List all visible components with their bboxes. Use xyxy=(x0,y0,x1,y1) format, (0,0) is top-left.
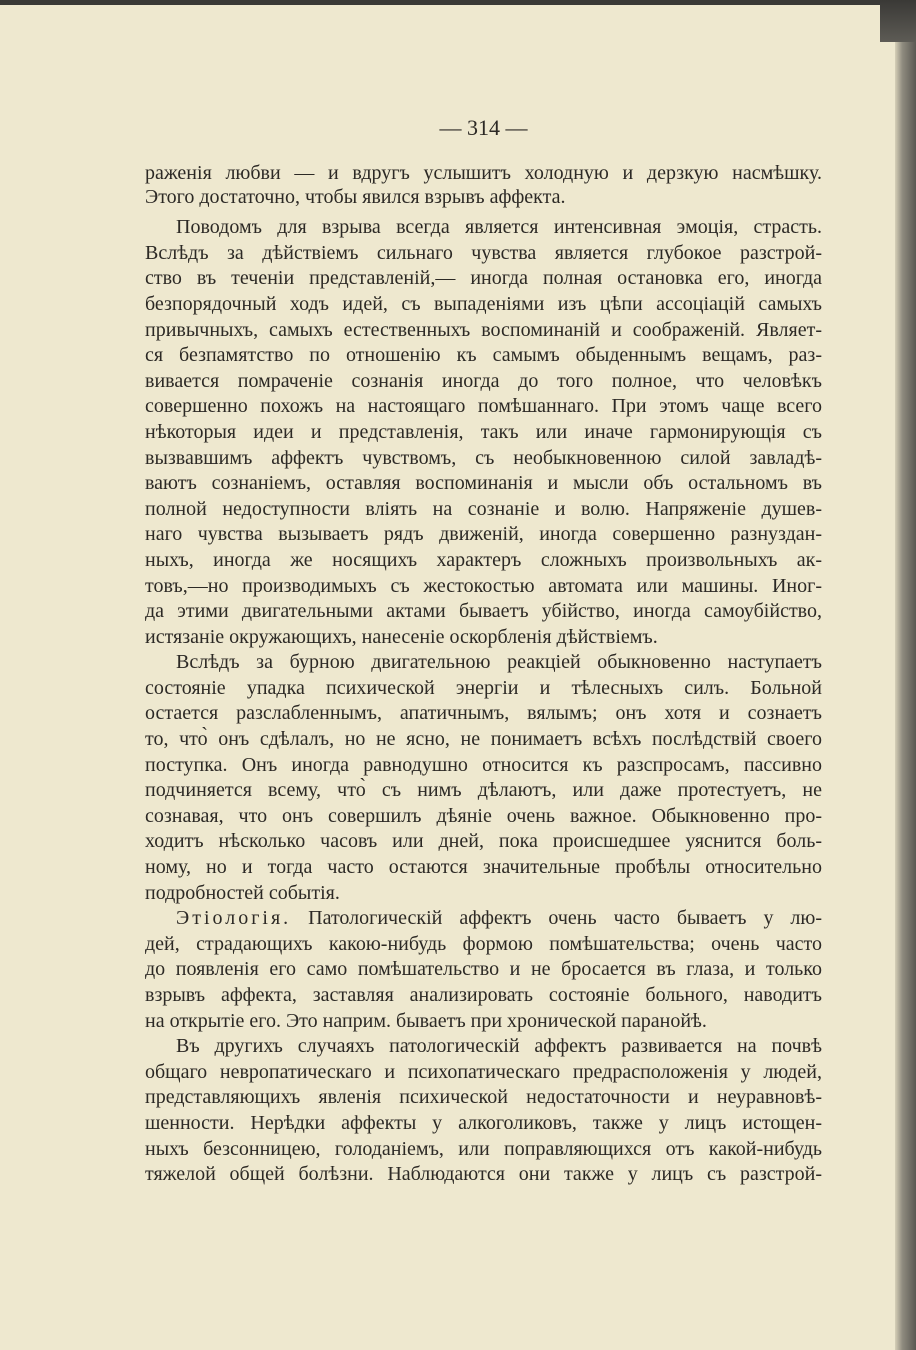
text-line: представляющихъ явленія психической недостаточности и неуравновѣ- xyxy=(145,1086,822,1109)
text-line: ныхъ безсонницею, голоданіемъ, или поправляющихся отъ какой-нибудь xyxy=(145,1137,822,1160)
text-line: вивается помраченіе сознанія иногда до того полное, что человѣкъ xyxy=(145,369,822,392)
paragraph-continuation xyxy=(145,162,822,209)
text-line: Вслѣдъ за бурною двигательною реакціей обыкновенно наступаетъ xyxy=(176,651,822,674)
text-line: шенности. Нерѣдки аффекты у алкоголиковъ, также у лицъ истощен- xyxy=(145,1111,822,1134)
text-line: на открытіе его. Это наприм. бываетъ при хронической паранойѣ. xyxy=(145,1009,707,1032)
scan-corner-shadow xyxy=(880,0,916,42)
text-line: ваютъ сознаніемъ, оставляя воспоминанія и мысли объ остальномъ въ xyxy=(145,472,822,495)
text-line: наго чувства вызываетъ рядъ движеній, иногда совершенно разнуздан- xyxy=(145,523,822,546)
section-heading: Этіологія. xyxy=(176,907,292,930)
scan-top-edge xyxy=(0,0,916,5)
scan-right-edge xyxy=(895,0,916,1350)
text-line: вызвавшимъ аффектъ чувствомъ, съ необыкновенною силой завладѣ- xyxy=(145,446,822,469)
text-line: сознавая, что онъ совершилъ дѣяніе очень важное. Обыкновенно про- xyxy=(145,804,822,827)
text-line: истязаніе окружающихъ, нанесеніе оскорбленія дѣйствіемъ. xyxy=(145,625,658,648)
text-line: товъ,—но производимыхъ съ жестокостью автомата или машины. Иног- xyxy=(145,574,822,597)
text-line xyxy=(145,906,822,932)
text-line: подчиняется всему, что̀ съ нимъ дѣлаютъ, или даже протестуетъ, не xyxy=(145,779,822,802)
text-line: Въ другихъ случаяхъ патологическій аффектъ развивается на почвѣ xyxy=(176,1035,822,1058)
text-line: Вслѣдъ за дѣйствіемъ сильнаго чувства является глубокое разстрой- xyxy=(145,241,822,264)
main-text xyxy=(145,215,822,1188)
text-line: полной недоступности вліять на сознаніе и волю. Напряженіе душев- xyxy=(145,497,822,520)
text-line: тяжелой общей болѣзни. Наблюдаются они также у лицъ съ разстрой- xyxy=(145,1163,822,1186)
text-line: безпорядочный ходъ идей, съ выпаденіями изъ цѣпи ассоціацій самыхъ xyxy=(145,292,822,315)
text-line-rest: Патологическій аффектъ очень часто бываетъ у лю- xyxy=(308,907,822,930)
text-line: то, что̀ онъ сдѣлалъ, но не ясно, не понимаетъ всѣхъ послѣдствій своего xyxy=(145,728,822,751)
text-line: состояніе упадка психической энергіи и тѣлесныхъ силъ. Больной xyxy=(145,676,822,699)
text-line: ходитъ нѣсколько часовъ или дней, пока происшедшее уяснится боль- xyxy=(145,830,822,853)
page-number: — 314 — xyxy=(439,115,528,140)
text-line: поступка. Онъ иногда равнодушно относится къ разспросамъ, пассивно xyxy=(145,753,822,776)
text-line: ся безпамятство по отношенію къ самымъ обыденнымъ вещамъ, раз- xyxy=(145,344,822,367)
paragraph xyxy=(145,215,822,650)
text-line: дей, страдающихъ какою-нибудь формою помѣшательства; очень часто xyxy=(145,932,822,955)
text-line: привычныхъ, самыхъ естественныхъ воспоминаній и соображеній. Являет- xyxy=(145,318,822,341)
text-line: общаго невропатическаго и психопатическаго предрасположенія у людей, xyxy=(145,1060,822,1083)
text-line: до появленія его само помѣшательство и не бросается въ глаза, и только xyxy=(145,958,822,981)
text-line: да этими двигательными актами бываетъ убійство, иногда самоубійство, xyxy=(145,600,822,623)
text-line: взрывъ аффекта, заставляя анализировать состояніе больного, наводитъ xyxy=(145,984,822,1006)
paragraph-etiology xyxy=(145,906,822,1034)
text-line: ство въ теченіи представленій,— иногда полная остановка его, иногда xyxy=(145,267,822,290)
text-line: остается разслабленнымъ, апатичнымъ, вялымъ; онъ хотя и сознаетъ xyxy=(145,702,822,725)
text-line: ному, но и тогда часто остаются значительные пробѣлы относительно xyxy=(145,856,822,879)
paragraph xyxy=(145,650,822,906)
text-line: ныхъ, иногда же носящихъ характеръ сложныхъ произвольныхъ ак- xyxy=(145,548,822,571)
text-line: нѣкоторыя идеи и представленія, такъ или иначе гармонирующія съ xyxy=(145,420,822,443)
text-line: совершенно похожъ на настоящаго помѣшаннаго. При этомъ чаще всего xyxy=(145,395,822,418)
paragraph xyxy=(145,1034,822,1188)
text-line: Поводомъ для взрыва всегда является интенсивная эмоція, страсть. xyxy=(176,216,822,239)
text-line: раженія любви — и вдругъ услышитъ холодную и дерзкую насмѣшку. xyxy=(145,162,822,184)
text-line: подробностей событія. xyxy=(145,881,340,904)
text-line: Этого достаточно, чтобы явился взрывъ аффекта. xyxy=(145,185,566,208)
